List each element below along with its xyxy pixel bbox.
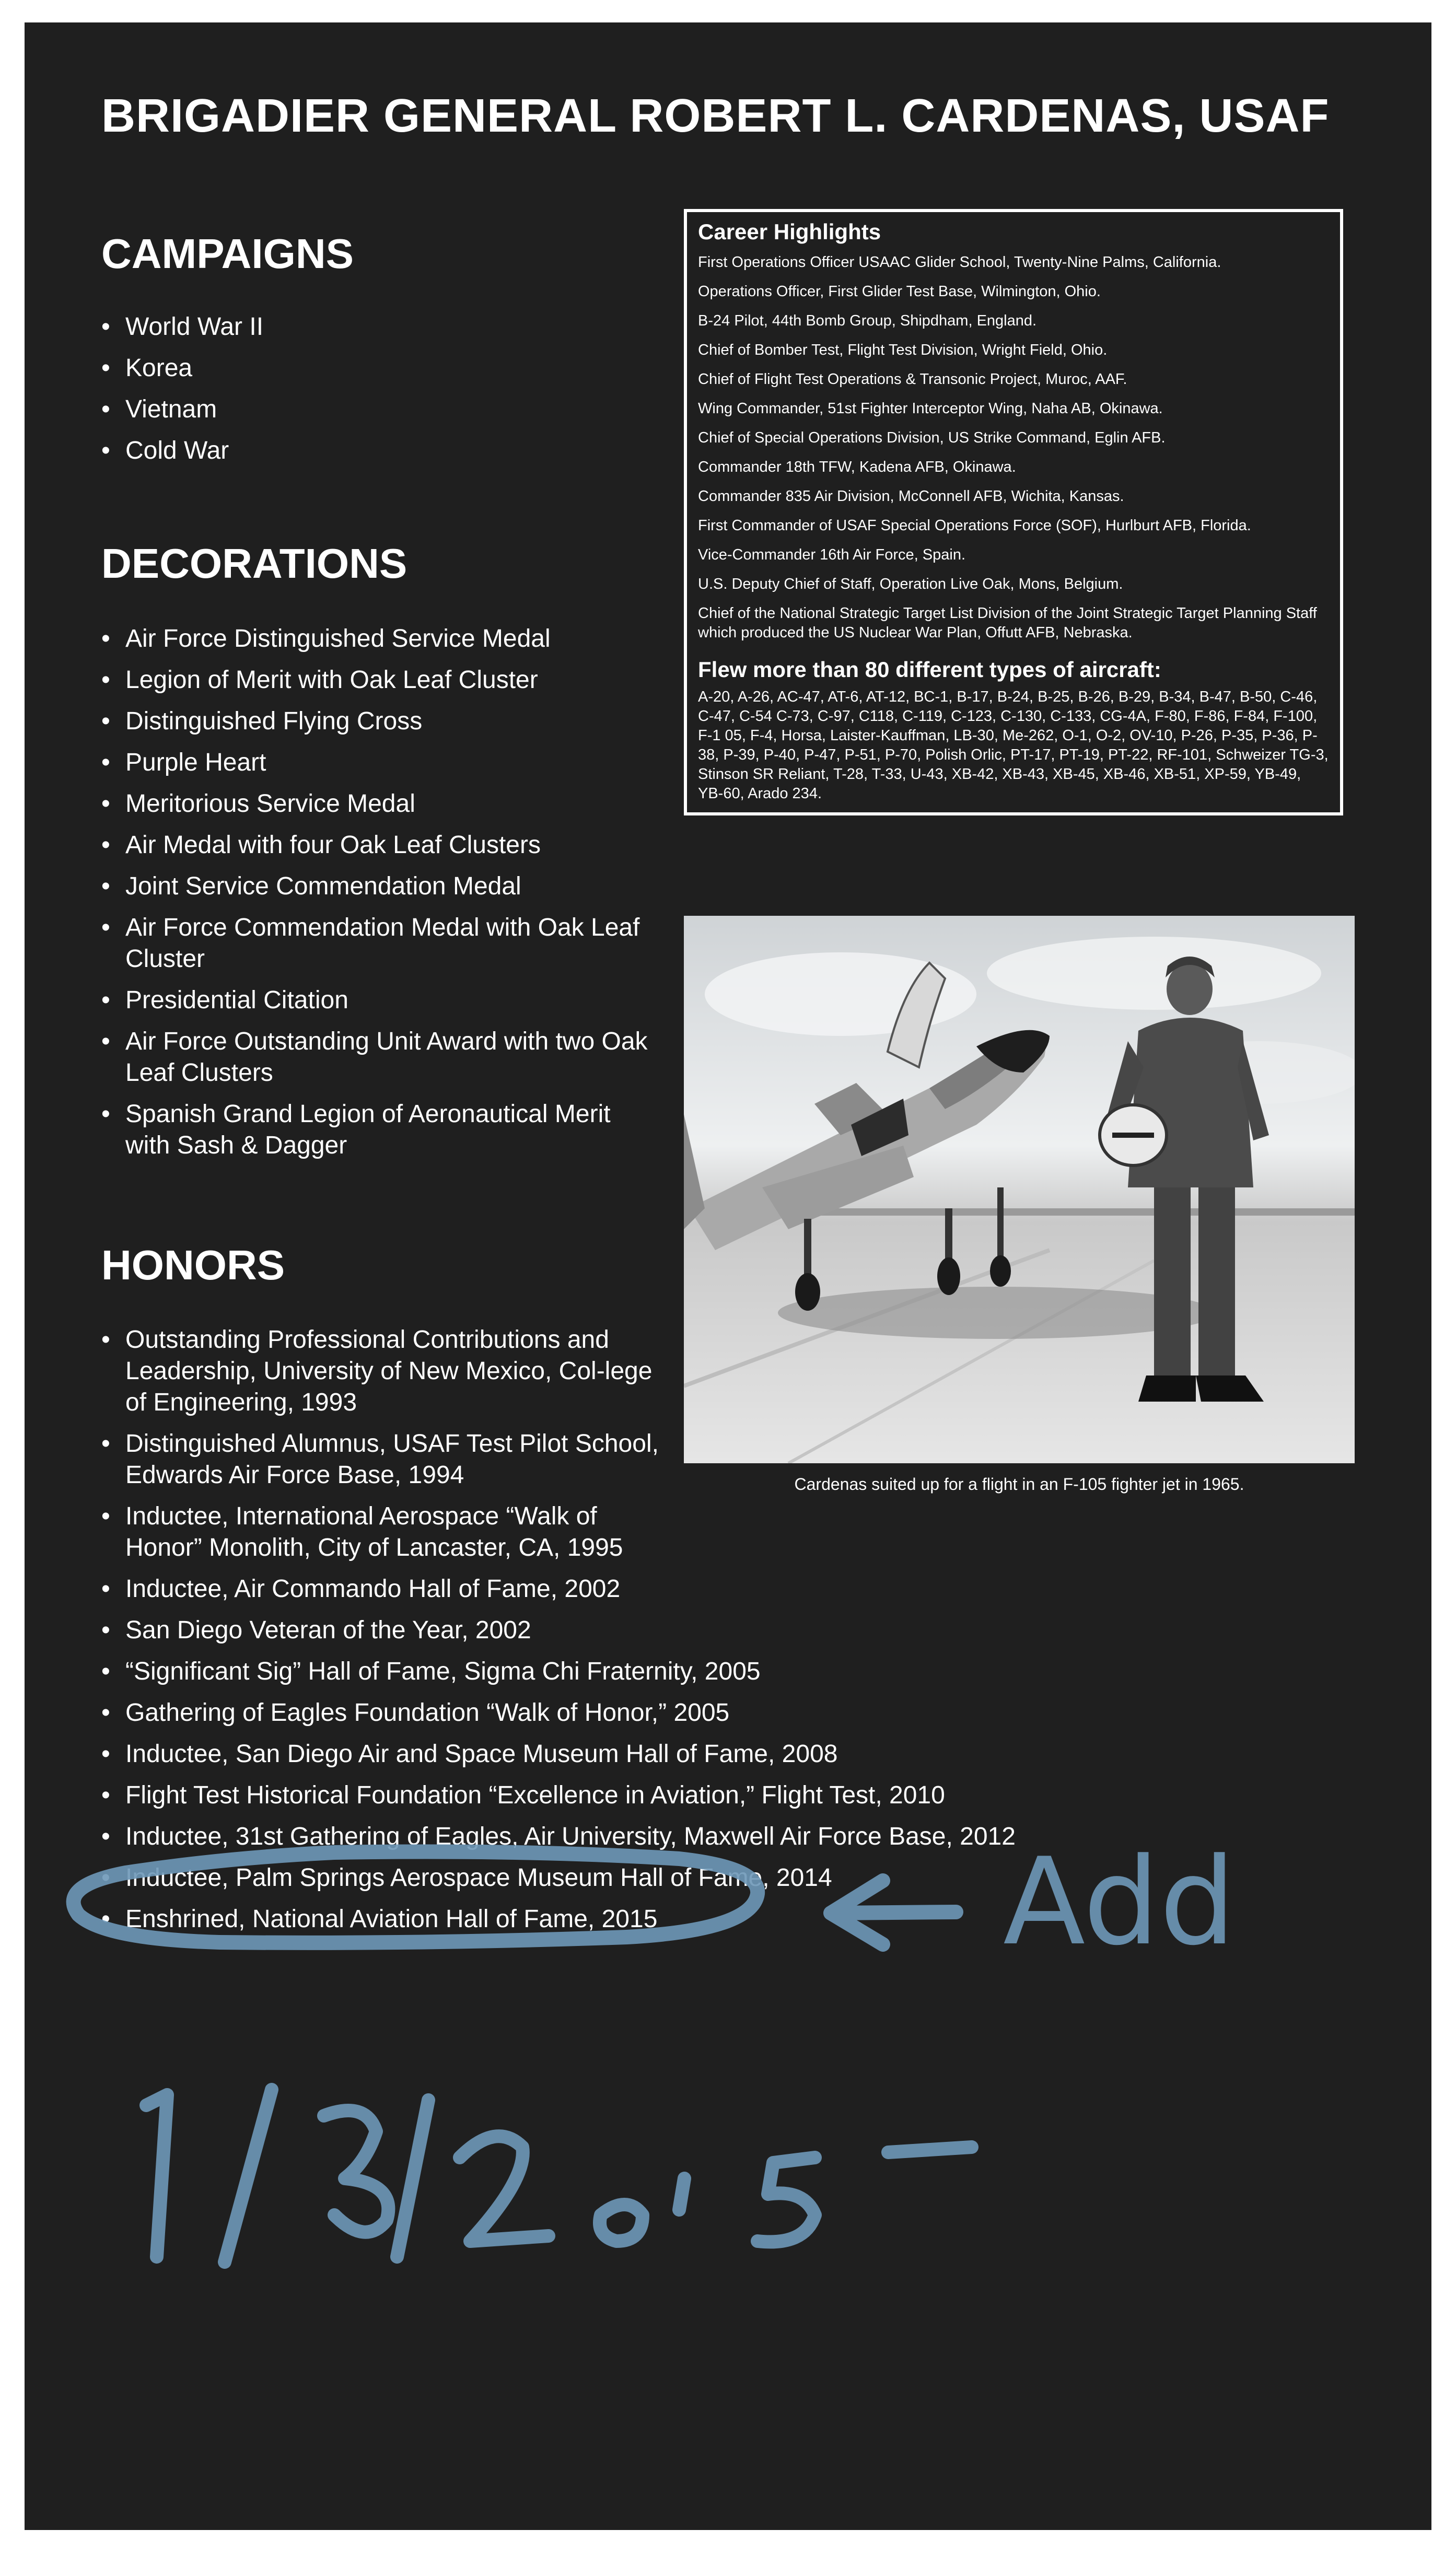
career-highlight-item: Operations Officer, First Glider Test Base, Wilmington, Ohio. xyxy=(698,283,1101,300)
campaign-item: • Vietnam xyxy=(101,394,676,425)
honor-item: • “Significant Sig” Hall of Fame, Sigma Chi Fraternity, 2005 xyxy=(101,1656,1329,1687)
annotation-date-strokes xyxy=(146,2090,972,2262)
career-highlight-item: Chief of Bomber Test, Flight Test Division, Wright Field, Ohio. xyxy=(698,342,1108,358)
honor-item: • Inductee, International Aerospace “Walk of Honor” Monolith, City of Lancaster, CA, 1995 xyxy=(101,1501,677,1564)
decoration-item: • Distinguished Flying Cross xyxy=(101,706,650,737)
annotation-ellipse xyxy=(74,1852,758,1943)
aircraft-list: A-20, A-26, AC-47, AT-6, AT-12, BC-1, B-17, B-24, B-25, B-26, B-29, B-34, B-47, B-50, C-46, C-47, C-54 C-73, C-97, C118, C-119, C-123, C-130, C-133, CG-4A, F-80, F-86, F-84, F-100, F-1 05, F-4, Horsa, Laister-Kauffman, LB-30, Me-262, O-1, O-2, OV-10, P-26, P-35, P-36, P-38, P-39, P-40, P-47, P-51, P-70, Polish Orlic, PT-17, PT-19, PT-22, RF-101, Schweizer TG-3, Stinson SR Reliant, T-28, T-33, U-43, XB-42, XB-43, XB-45, XB-46, XB-51, XP-59, YB-49, YB-60, Arado 234. xyxy=(698,689,1329,802)
honor-item: • Inductee, 31st Gathering of Eagles, Air University, Maxwell Air Force Base, 2012 xyxy=(101,1821,1329,1852)
honor-item: • Enshrined, National Aviation Hall of Fame, 2015 xyxy=(101,1904,1329,1935)
honor-item: • Flight Test Historical Foundation “Excellence in Aviation,” Flight Test, 2010 xyxy=(101,1780,1329,1811)
career-highlight-item: First Commander of USAF Special Operations Force (SOF), Hurlburt AFB, Florida. xyxy=(698,517,1251,534)
honor-item: • Inductee, Air Commando Hall of Fame, 2002 xyxy=(101,1573,1329,1605)
honors-heading: HONORS xyxy=(101,1242,285,1288)
career-highlight-item: Chief of the National Strategic Target List Division of the Joint Strategic Target Planning Staff which produced the US Nuclear War Plan, Offutt AFB, Nebraska. xyxy=(698,605,1317,641)
career-highlight-item: Vice-Commander 16th Air Force, Spain. xyxy=(698,546,966,563)
career-highlights-heading: Career Highlights xyxy=(698,219,881,244)
decoration-item: • Legion of Merit with Oak Leaf Cluster xyxy=(101,665,650,696)
career-highlight-item: Wing Commander, 51st Fighter Interceptor Wing, Naha AB, Okinawa. xyxy=(698,400,1163,417)
honor-item: • Inductee, San Diego Air and Space Museum Hall of Fame, 2008 xyxy=(101,1739,1329,1770)
career-highlight-item: Chief of Special Operations Division, US Strike Command, Eglin AFB. xyxy=(698,429,1166,446)
campaign-item: • World War II xyxy=(101,311,676,343)
campaign-item: • Korea xyxy=(101,353,676,384)
honor-item: • Inductee, Palm Springs Aerospace Museum Hall of Fame, 2014 xyxy=(101,1862,1329,1894)
annotation-arrow xyxy=(831,1881,956,1944)
decoration-item: • Presidential Citation xyxy=(101,985,650,1016)
annotation-add-label: Add xyxy=(1003,1833,1236,1972)
decoration-item: • Air Force Commendation Medal with Oak Leaf Cluster xyxy=(101,912,650,975)
honor-item: • Distinguished Alumnus, USAF Test Pilot School, Edwards Air Force Base, 1994 xyxy=(101,1428,677,1491)
honor-item: • San Diego Veteran of the Year, 2002 xyxy=(101,1615,1329,1646)
campaign-item: • Cold War xyxy=(101,435,676,467)
page-title: BRIGADIER GENERAL ROBERT L. CARDENAS, USAF xyxy=(101,90,1330,142)
career-highlight-item: U.S. Deputy Chief of Staff, Operation Live Oak, Mons, Belgium. xyxy=(698,576,1123,592)
decorations-heading: DECORATIONS xyxy=(101,540,407,587)
decoration-item: • Meritorious Service Medal xyxy=(101,788,650,820)
career-highlight-item: Chief of Flight Test Operations & Transonic Project, Muroc, AAF. xyxy=(698,371,1127,388)
decoration-item: • Air Force Outstanding Unit Award with two Oak Leaf Clusters xyxy=(101,1026,650,1089)
career-highlight-item: Commander 18th TFW, Kadena AFB, Okinawa. xyxy=(698,459,1016,475)
aircraft-heading: Flew more than 80 different types of aircraft: xyxy=(698,657,1161,682)
decoration-item: • Air Force Distinguished Service Medal xyxy=(101,623,650,655)
decoration-item: • Purple Heart xyxy=(101,747,650,778)
career-highlight-item: Commander 835 Air Division, McConnell AFB, Wichita, Kansas. xyxy=(698,488,1124,505)
campaigns-heading: CAMPAIGNS xyxy=(101,230,354,277)
honor-item: • Outstanding Professional Contributions and Leadership, University of New Mexico, Col-lege of Engineering, 1993 xyxy=(101,1324,677,1418)
photo-caption: Cardenas suited up for a flight in an F-105 fighter jet in 1965. xyxy=(794,1475,1244,1494)
career-highlight-item: B-24 Pilot, 44th Bomb Group, Shipdham, England. xyxy=(698,312,1037,329)
decoration-item: • Air Medal with four Oak Leaf Clusters xyxy=(101,830,650,861)
career-highlight-item: First Operations Officer USAAC Glider School, Twenty-Nine Palms, California. xyxy=(698,254,1221,271)
honor-item: • Gathering of Eagles Foundation “Walk of Honor,” 2005 xyxy=(101,1697,1329,1729)
decoration-item: • Joint Service Commendation Medal xyxy=(101,871,650,902)
decoration-item: • Spanish Grand Legion of Aeronautical Merit with Sash & Dagger xyxy=(101,1099,650,1161)
